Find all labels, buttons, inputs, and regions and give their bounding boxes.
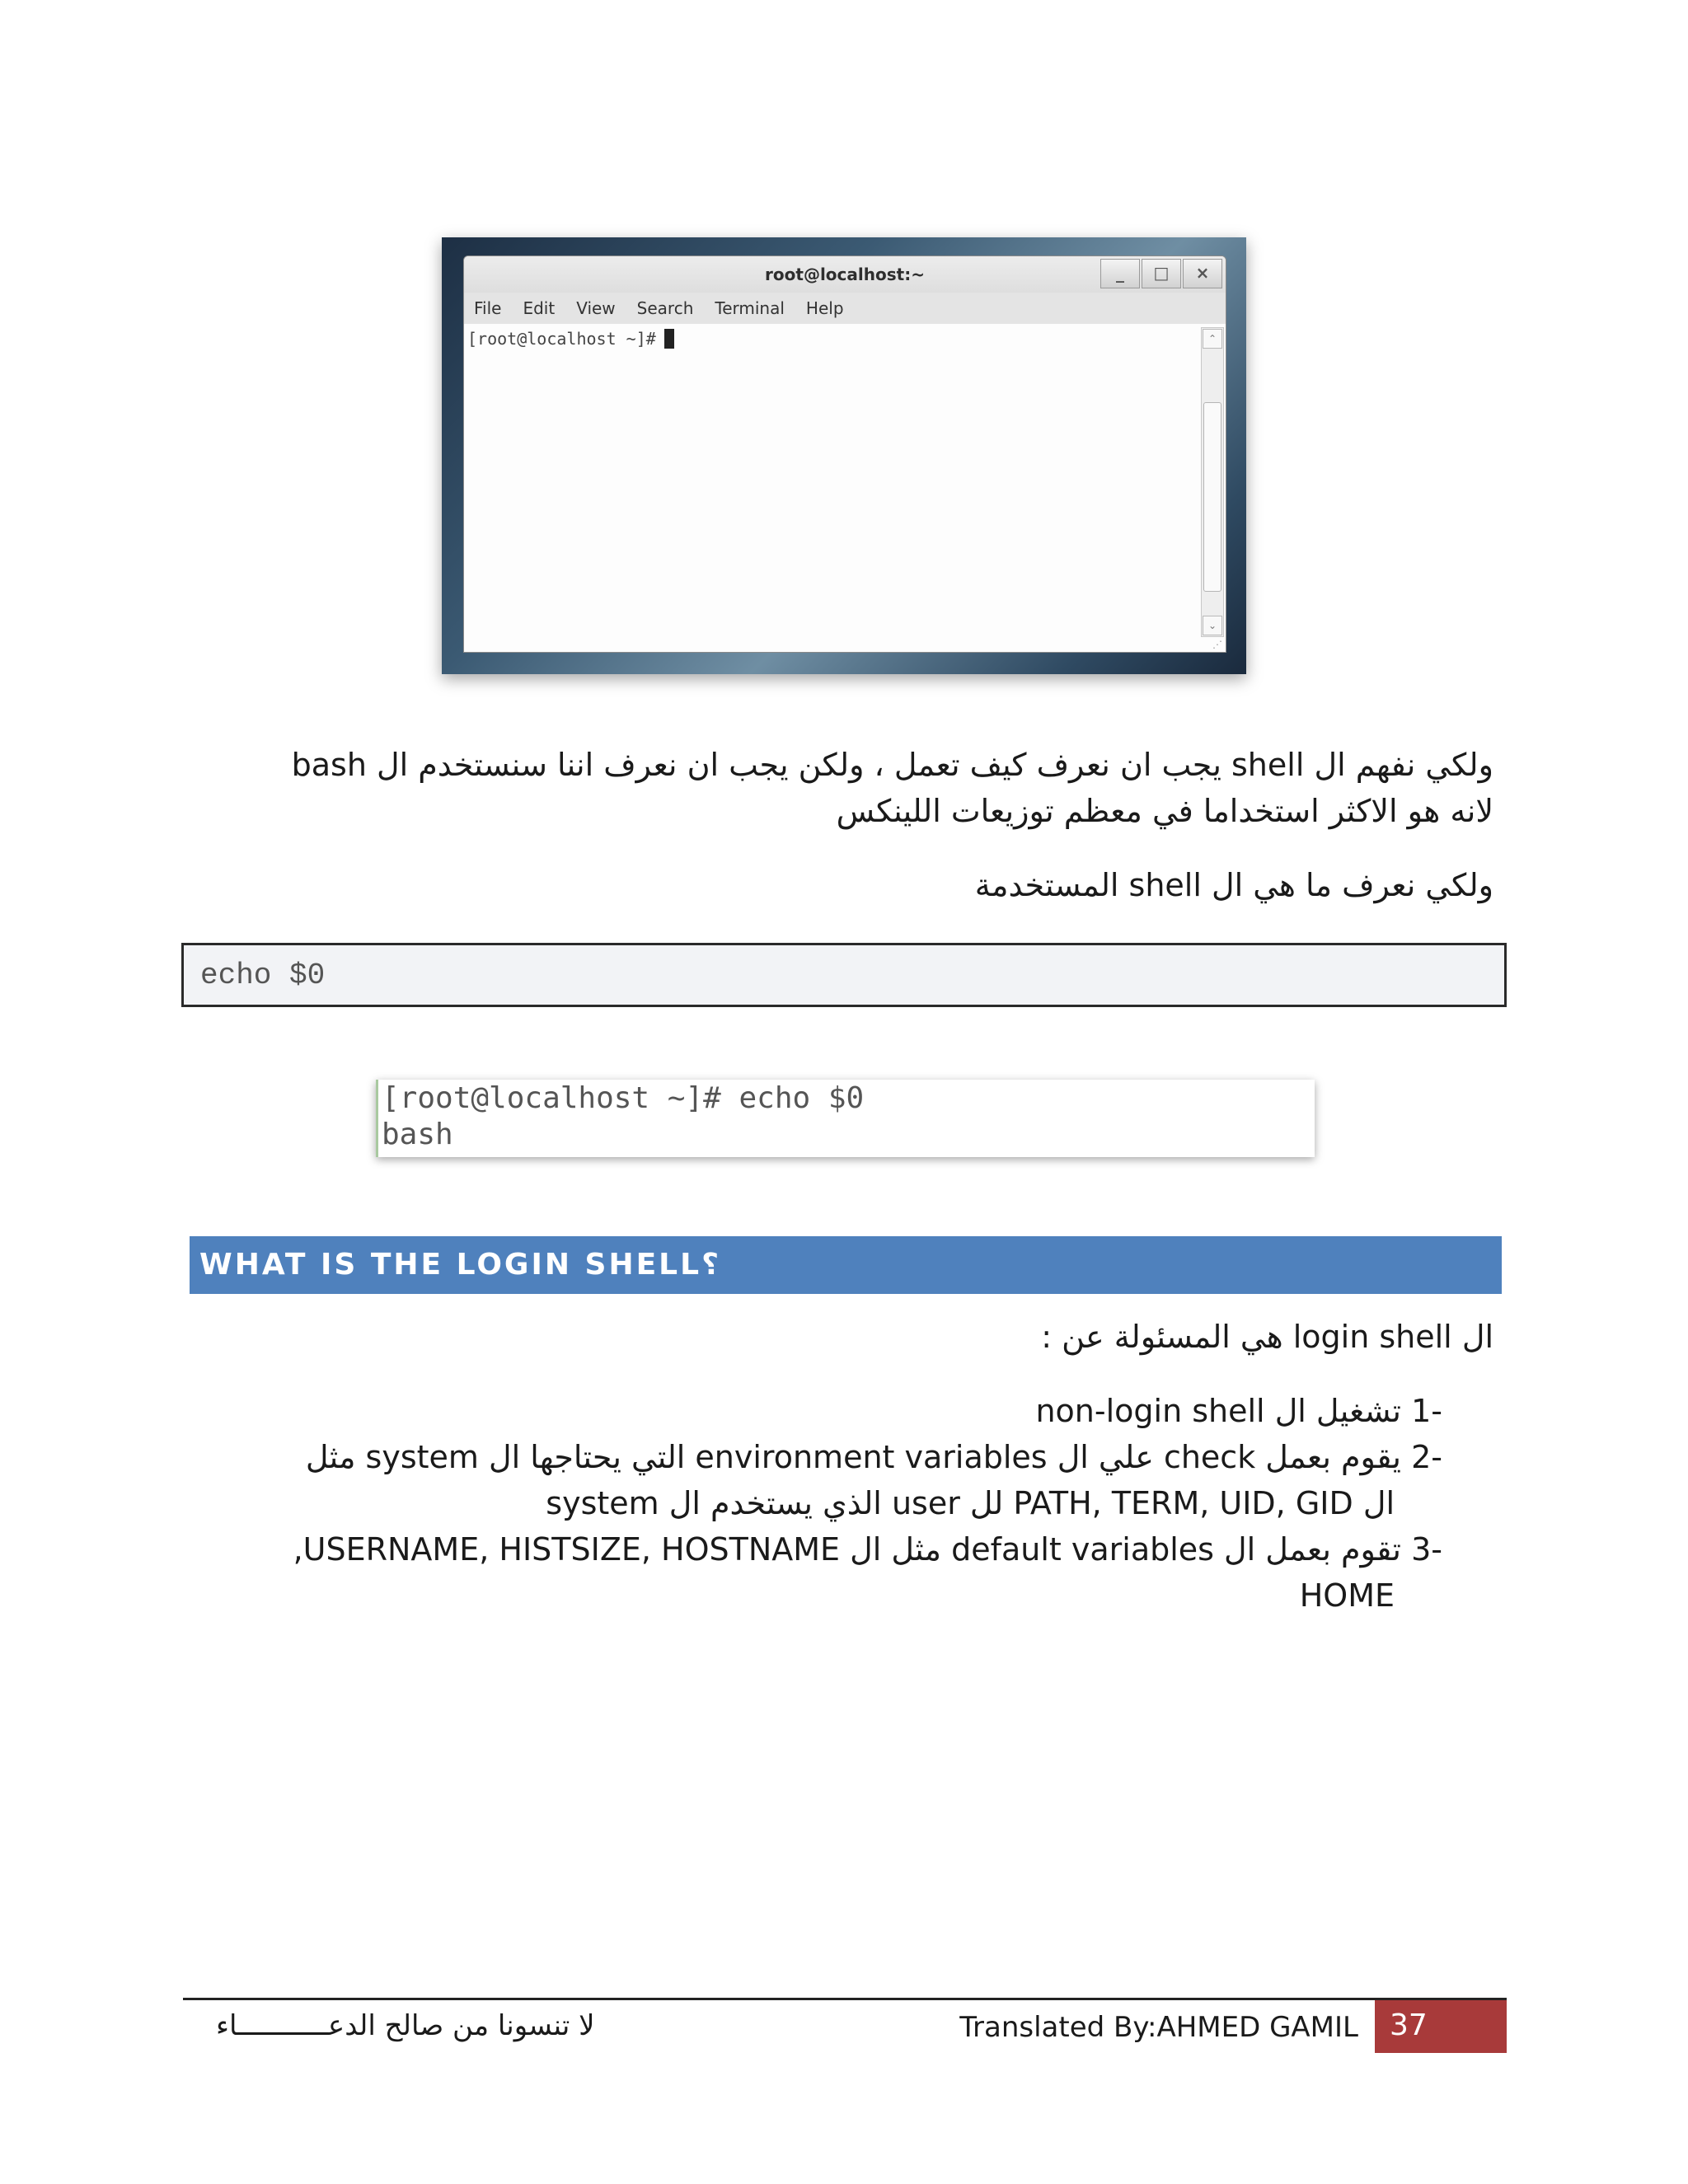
scroll-up-icon[interactable]: ⌃ [1203,329,1222,349]
menu-view[interactable]: View [576,298,616,318]
output-line-1: [root@localhost ~]# echo $0 [382,1081,865,1115]
page-number-box [1375,2000,1507,2053]
intro-line-3: ولكي نعرف ما هي ال shell المستخدمة [974,867,1493,903]
resize-grip-icon[interactable]: ⋰ [1212,639,1222,650]
maximize-icon[interactable]: □ [1142,259,1181,288]
menu-search[interactable]: Search [636,298,694,318]
prompt-text: [root@localhost ~]# [467,329,656,349]
list-item-3 [293,1531,1442,1568]
close-icon[interactable]: × [1183,259,1222,288]
menu-edit[interactable]: Edit [523,298,556,318]
terminal-window [463,255,1226,653]
minimize-icon[interactable]: _ [1100,259,1140,288]
window-titlebar [464,256,1226,293]
list-item-2-cont: ال PATH, TERM, UID, GID لل user الذي يستخدم ال system [546,1485,1395,1521]
output-line-2: bash [382,1118,453,1151]
list-number: -2 [1411,1439,1442,1475]
terminal-body[interactable] [464,324,1226,652]
vertical-scrollbar[interactable] [1201,327,1224,637]
menu-help[interactable]: Help [805,298,844,318]
page-number: 37 [1390,2008,1428,2042]
code-box [181,943,1507,1007]
text-cursor [664,329,674,349]
menu-file[interactable]: File [474,298,502,318]
window-controls [1099,259,1222,288]
scroll-down-icon[interactable]: ⌄ [1203,616,1222,635]
list-text: يقوم بعمل check علي ال environment variables التي يحتاجها ال system مثل [305,1439,1401,1475]
list-item-1 [1035,1393,1442,1429]
terminal-prompt [467,329,674,349]
footer-rule [183,1998,1507,2000]
code-command: echo $0 [200,958,326,992]
list-text: تشغيل ال non-login shell [1035,1393,1401,1429]
menu-bar [464,293,1226,324]
list-text: تقوم بعمل ال default variables مثل ال USERNAME, HISTSIZE, HOSTNAME, [293,1531,1401,1568]
terminal-screenshot [442,237,1246,674]
window-title: root@localhost:~ [765,265,925,284]
section-heading-bar [190,1236,1502,1294]
footer-credit: Translated By:AHMED GAMIL [959,2011,1358,2044]
intro-line-1: ولكي نفهم ال shell يجب ان نعرف كيف تعمل ، ولكن يجب ان نعرف اننا سنستخدم ال bash [291,747,1493,783]
list-item-2 [306,1439,1442,1475]
footer-dua: لا تنسونا من صالح الدعـــــــــــاء [216,2009,595,2042]
intro-line-2: لانه هو الاكثر استخداما في معظم توزيعات اللينكس [836,793,1493,829]
scroll-thumb[interactable] [1203,402,1221,592]
menu-terminal[interactable]: Terminal [715,298,785,318]
section-lead: ال login shell هي المسئولة عن : [1041,1319,1493,1355]
output-screenshot [376,1080,1315,1157]
list-item-3-cont: HOME [1299,1577,1395,1614]
list-number: -3 [1411,1531,1442,1568]
list-number: -1 [1411,1393,1442,1429]
section-heading: WHAT IS THE LOGIN SHELL؟ [199,1248,719,1282]
